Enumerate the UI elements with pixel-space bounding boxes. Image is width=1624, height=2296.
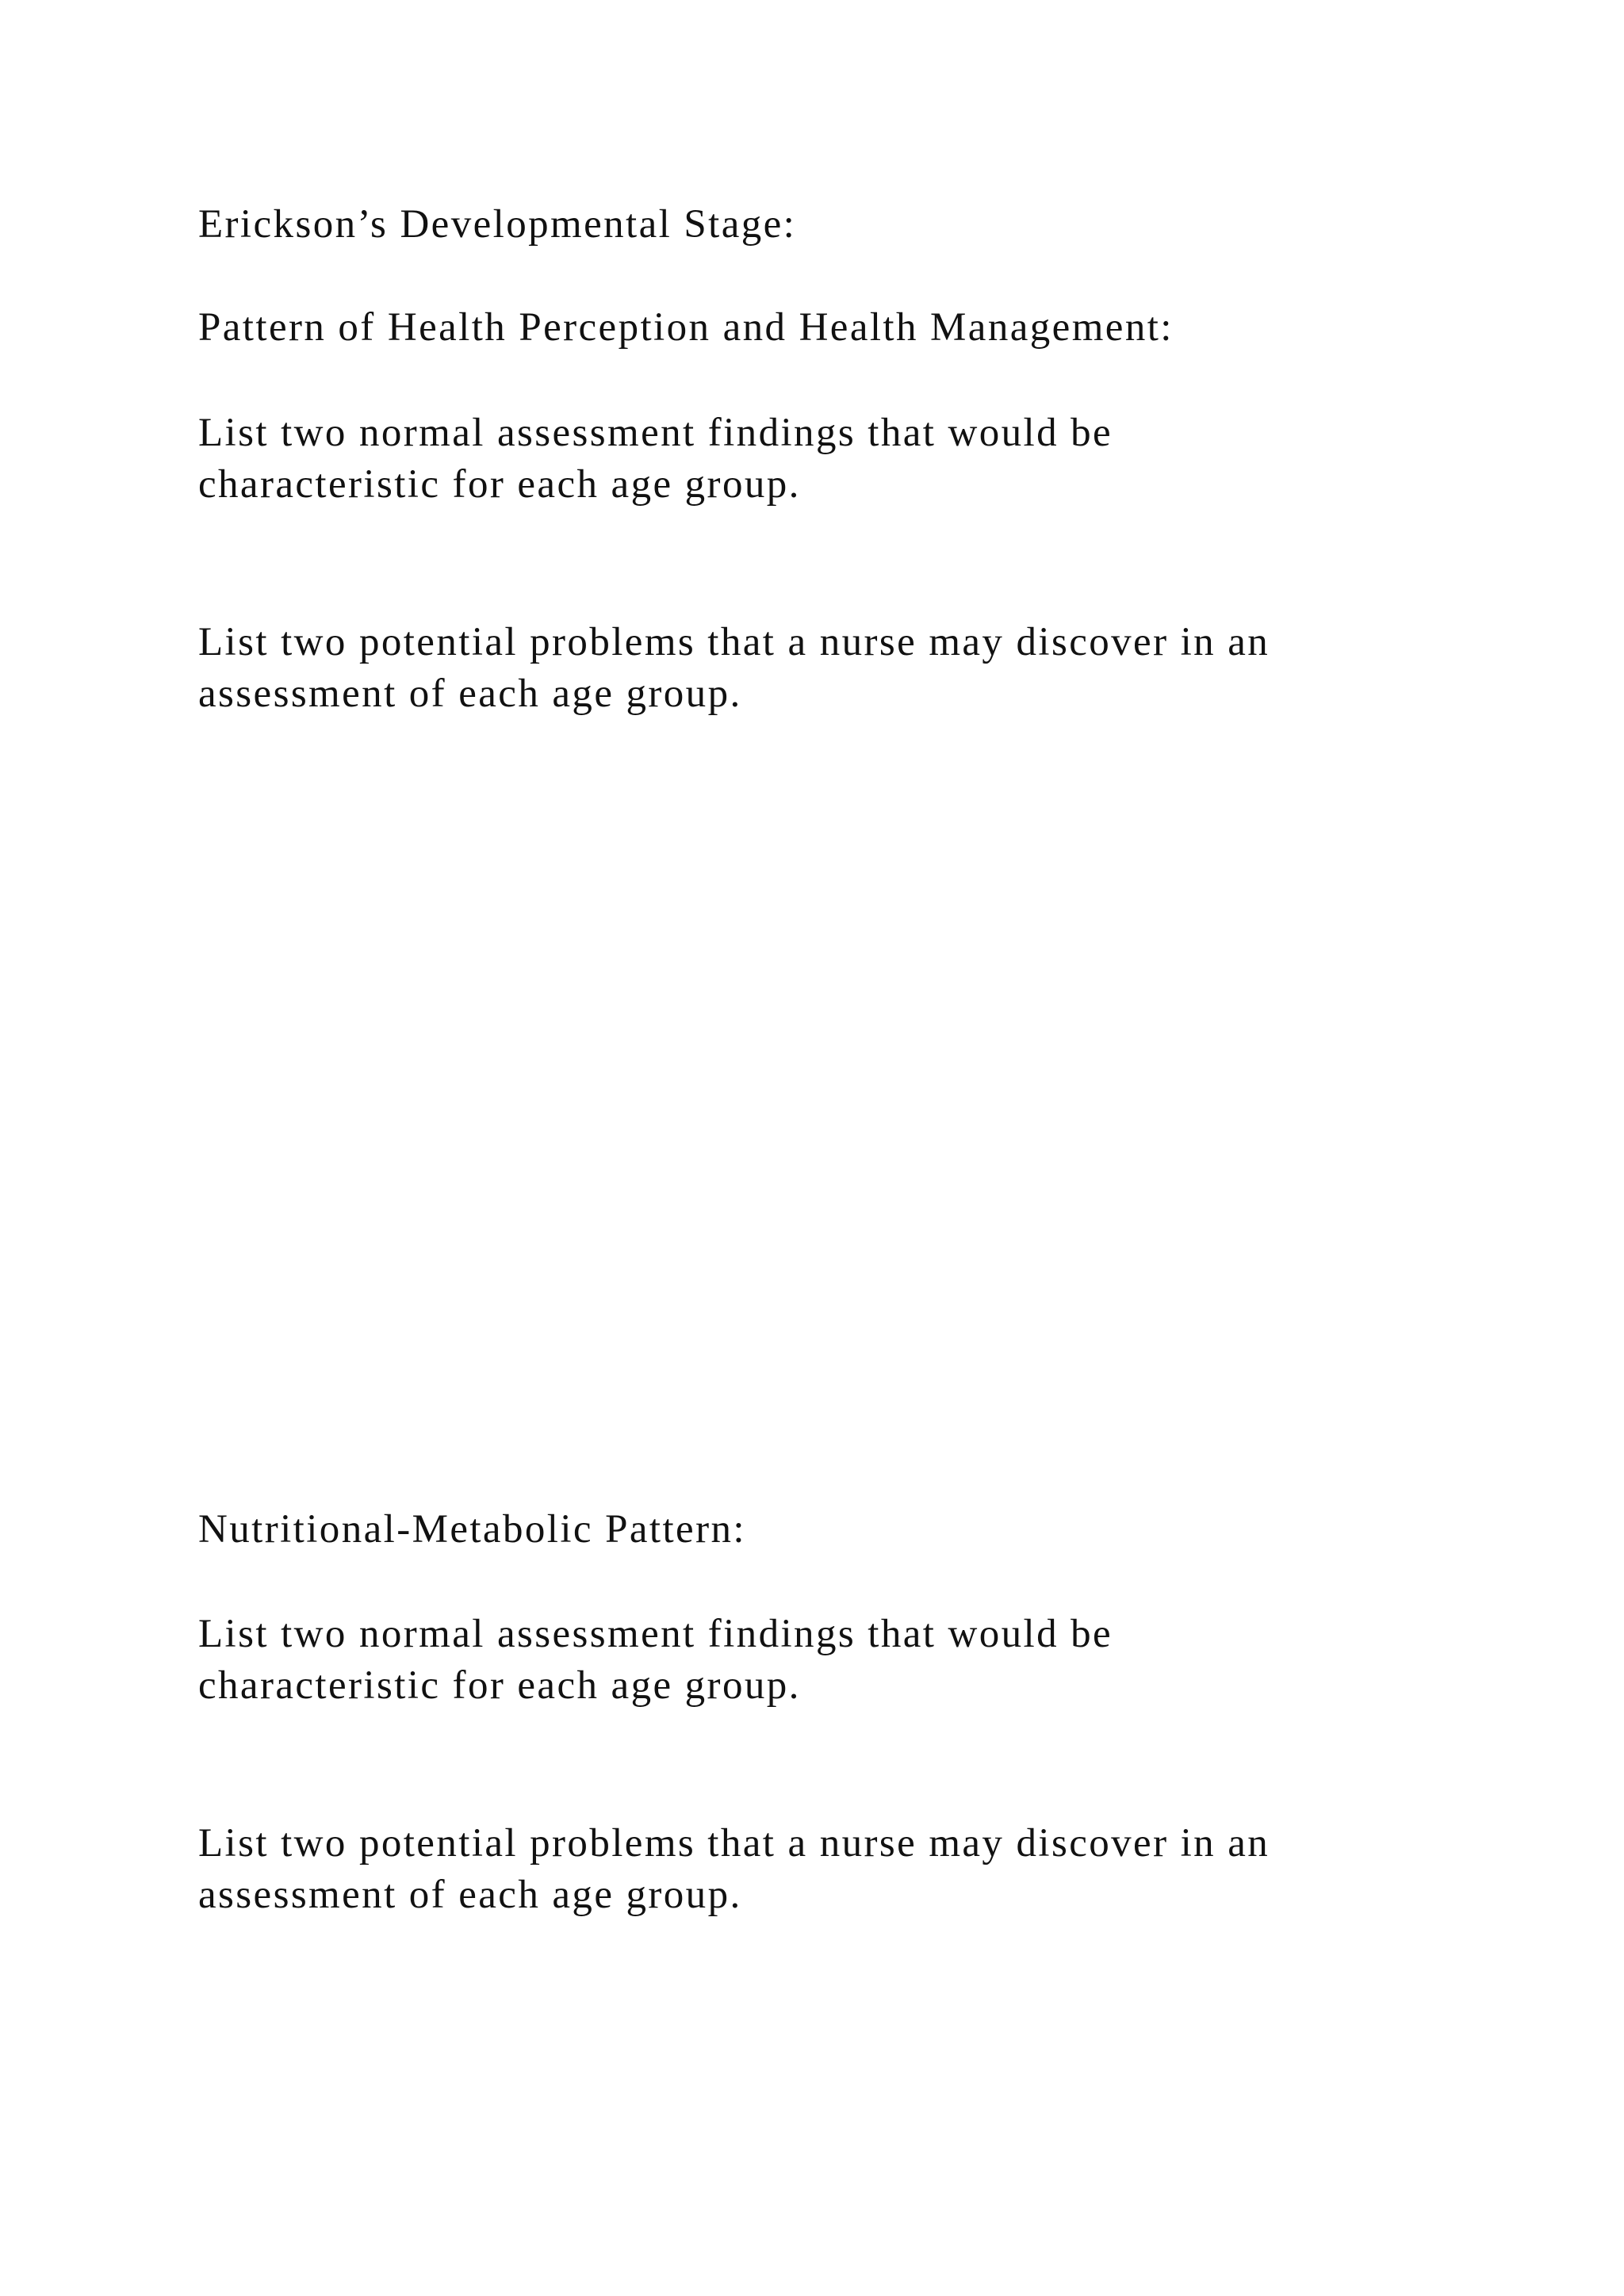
health-perception-problems-line-1: List two potential problems that a nurse may discover in an [198, 620, 1270, 664]
nutritional-problems-line-2: assessment of each age group. [198, 1873, 742, 1917]
health-perception-heading: Pattern of Health Perception and Health Management: [198, 305, 1174, 350]
nutritional-normal-findings-line-2: characteristic for each age group. [198, 1663, 801, 1708]
developmental-stage-label: Erickson’s Developmental Stage: [198, 202, 797, 247]
nutritional-normal-findings-line-1: List two normal assessment findings that would be [198, 1612, 1113, 1656]
health-perception-normal-findings-line-1: List two normal assessment findings that would be [198, 411, 1113, 455]
nutritional-problems-line-1: List two potential problems that a nurse may discover in an [198, 1821, 1270, 1866]
nutritional-metabolic-heading: Nutritional-Metabolic Pattern: [198, 1507, 746, 1552]
health-perception-problems-line-2: assessment of each age group. [198, 672, 742, 716]
health-perception-normal-findings-line-2: characteristic for each age group. [198, 462, 801, 507]
